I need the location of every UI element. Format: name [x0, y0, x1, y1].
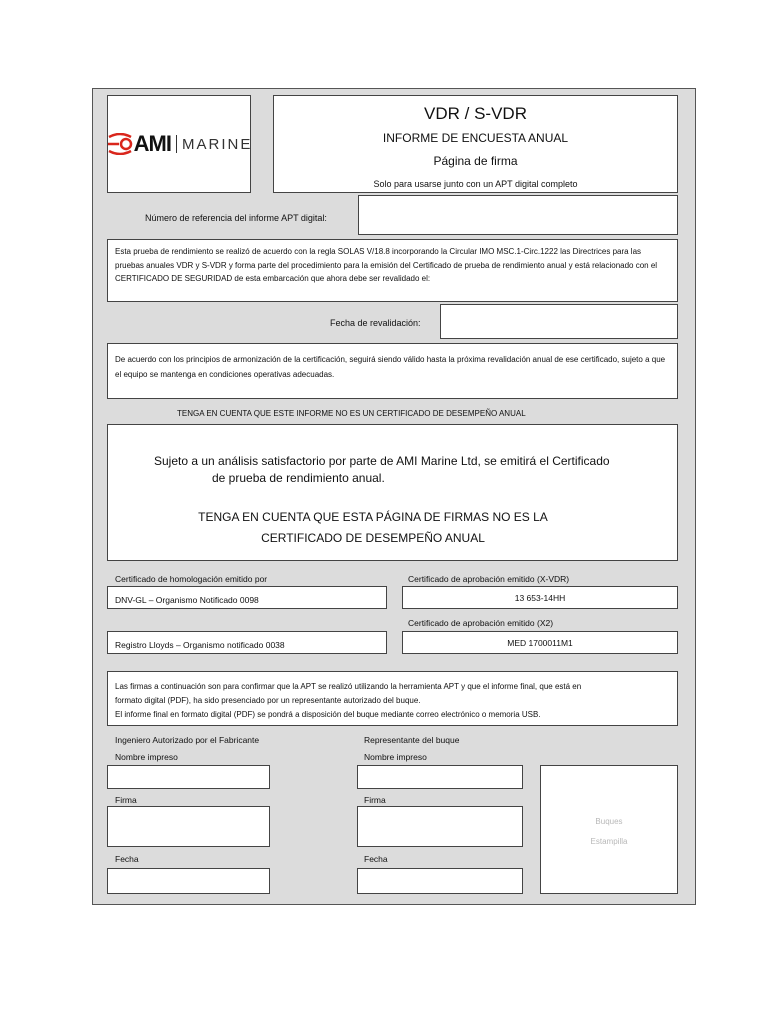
approval-xvdr-label: Certificado de aprobación emitido (X-VDR) [408, 574, 570, 584]
reference-field[interactable] [358, 195, 678, 235]
stamp-label-1: Buques [595, 817, 623, 826]
ami-marine-logo [108, 96, 253, 192]
engineer-date-label: Fecha [115, 854, 139, 864]
ship-rep-name-field[interactable] [357, 765, 523, 789]
logo-brand: AMI [133, 131, 171, 156]
approval-x2-value: MED 1700011M1 [507, 638, 573, 648]
approval-xvdr-value: 13 653-14HH [514, 593, 566, 603]
notice-line-4: CERTIFICADO DE DESEMPEÑO ANUAL [261, 531, 485, 545]
ship-rep-signature-field[interactable] [357, 806, 523, 847]
ship-rep-name-label: Nombre impreso [364, 752, 427, 762]
signatures-notice-line-2: formato digital (PDF), ha sido presenciado por un representante autorizado del buque. [115, 696, 421, 705]
notice-line-3: TENGA EN CUENTA QUE ESTA PÁGINA DE FIRMAS NO ES LA [198, 510, 548, 524]
approval-x2-field[interactable] [402, 631, 678, 654]
not-certificate-notice: TENGA EN CUENTA QUE ESTE INFORME NO ES UN CERTIFICADO DE DESEMPEÑO ANUAL [177, 409, 526, 418]
usage-note: Solo para usarse junto con un APT digital completo [373, 179, 578, 189]
notice-line-1: Sujeto a un análisis satisfactorio por parte de AMI Marine Ltd, se emitirá el Certificado [154, 454, 610, 468]
homologation-field-2[interactable] [107, 631, 387, 654]
engineer-name-field[interactable] [107, 765, 270, 789]
revalidation-label: Fecha de revalidación: [330, 318, 421, 328]
signatures-notice-box [107, 671, 678, 726]
logo-box [107, 95, 251, 193]
certificate-notice-box [107, 424, 678, 561]
title-box [273, 95, 678, 193]
validity-statement-box [107, 343, 678, 399]
stamp-label-2: Estampilla [590, 837, 628, 846]
engineer-signature-field[interactable] [107, 806, 270, 847]
solas-statement: Esta prueba de rendimiento se realizó de acuerdo con la regla SOLAS V/18.8 incorporando la Circular IMO MSC.1-Circ.1222 las Directrices para las pruebas anuales VDR y S-VDR y forma parte del procedimiento para la emisión del Certificado de prueba de rendimiento anual y está relacionado con el CERTIFICADO DE SEGURIDAD de esta embarcación que ahora debe ser revalidado el: [115, 247, 658, 283]
logo-divider [176, 135, 177, 153]
page-label: Página de firma [433, 154, 518, 168]
homologation-label: Certificado de homologación emitido por [115, 574, 268, 584]
approval-x2-label: Certificado de aprobación emitido (X2) [408, 618, 554, 628]
homologation-field-1[interactable] [107, 586, 387, 609]
approval-xvdr-field[interactable] [402, 586, 678, 609]
ami-swoosh-icon [106, 133, 134, 155]
revalidation-date-field[interactable] [440, 304, 678, 339]
solas-statement-box [107, 239, 678, 302]
ship-stamp-box[interactable] [540, 765, 678, 894]
engineer-name-label: Nombre impreso [115, 752, 178, 762]
survey-form [92, 88, 696, 905]
notice-line-2: de prueba de rendimiento anual. [212, 471, 385, 485]
ship-rep-title: Representante del buque [364, 735, 460, 745]
signatures-notice-line-1: Las firmas a continuación son para confirmar que la APT se realizó utilizando la herramienta APT y que el informe final, que está en [115, 682, 582, 691]
engineer-title: Ingeniero Autorizado por el Fabricante [115, 735, 260, 745]
engineer-signature-label: Firma [115, 795, 137, 805]
signatures-notice-line-3: El informe final en formato digital (PDF) se pondrá a disposición del buque mediante correo electrónico o memoria USB. [115, 710, 541, 719]
reference-label: Número de referencia del informe APT digital: [145, 213, 327, 223]
engineer-date-field[interactable] [107, 868, 270, 894]
ship-rep-date-field[interactable] [357, 868, 523, 894]
validity-statement: De acuerdo con los principios de armonización de la certificación, seguirá siendo válido hasta la próxima revalidación anual de ese certificado, sujeto a que el equipo se mantenga en condiciones operativas adecuadas. [115, 355, 666, 379]
logo-sub: MARINE [182, 135, 253, 153]
homologation-value-2: Registro Lloyds – Organismo notificado 0038 [115, 640, 285, 650]
form-subtitle: INFORME DE ENCUESTA ANUAL [382, 131, 569, 145]
ship-rep-date-label: Fecha [364, 854, 388, 864]
homologation-value-1: DNV-GL – Organismo Notificado 0098 [115, 595, 259, 605]
form-title: VDR / S-VDR [424, 104, 527, 123]
ship-rep-signature-label: Firma [364, 795, 386, 805]
